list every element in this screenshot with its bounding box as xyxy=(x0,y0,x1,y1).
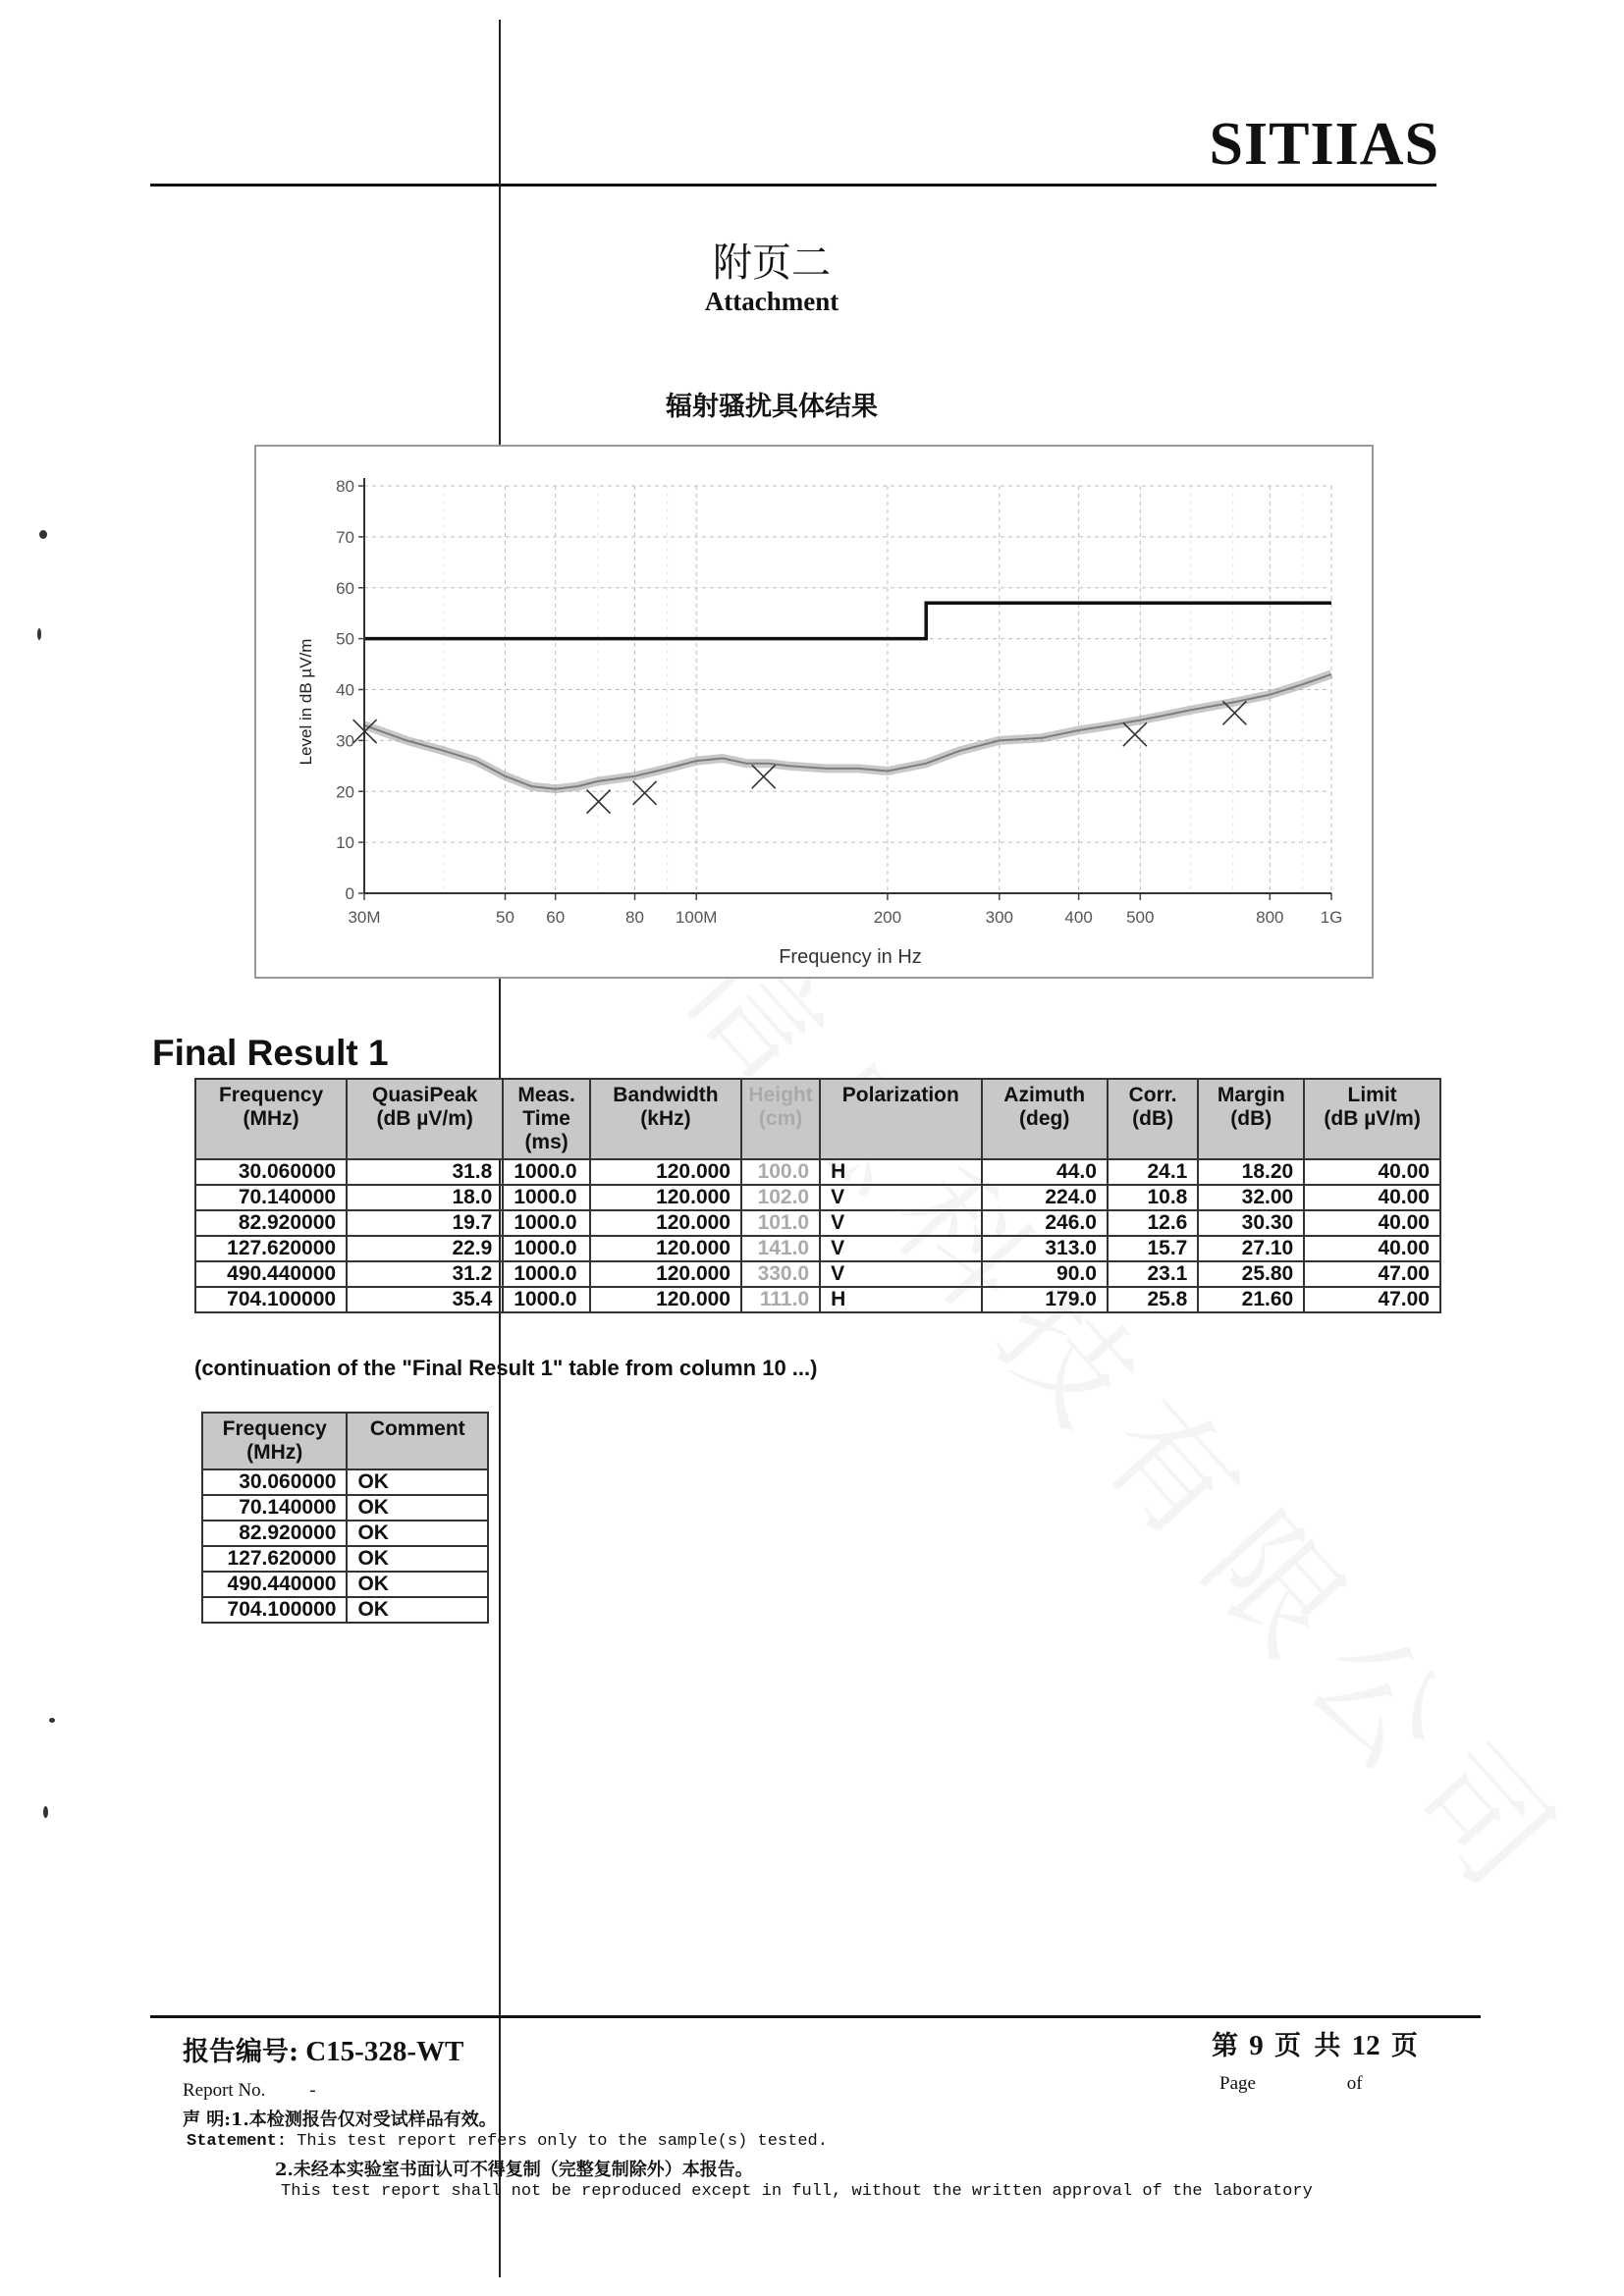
table-cell: 40.00 xyxy=(1304,1236,1440,1261)
table-cell: 102.0 xyxy=(741,1185,820,1210)
table-cell: 19.7 xyxy=(347,1210,503,1236)
marker-layer xyxy=(353,701,1247,813)
x-tick-label: 200 xyxy=(873,908,902,927)
column-header-line: (cm) xyxy=(758,1107,803,1130)
table-cell: 31.2 xyxy=(347,1261,503,1287)
table-row xyxy=(202,1572,488,1597)
statement-label-cn: 声 明: xyxy=(183,2109,231,2130)
table-cell: 100.0 xyxy=(741,1159,820,1185)
y-tick-label: 60 xyxy=(336,578,354,598)
column-header xyxy=(202,1413,347,1469)
measurement-trace-band xyxy=(364,674,1331,789)
column-header-line: (deg) xyxy=(1019,1107,1070,1130)
table-cell: H xyxy=(820,1159,981,1185)
table-cell: 47.00 xyxy=(1304,1261,1440,1287)
scan-speck xyxy=(39,530,47,539)
final-result-marker xyxy=(752,765,776,788)
table-cell: 490.440000 xyxy=(202,1572,347,1597)
table-row xyxy=(202,1597,488,1623)
statement-1-cn-text: 1.本检测报告仅对受试样品有效。 xyxy=(230,2109,497,2130)
continuation-note: (continuation of the "Final Result 1" table from column 10 ...) xyxy=(194,1356,818,1380)
table-cell: 40.00 xyxy=(1304,1185,1440,1210)
column-header-line: Frequency xyxy=(218,1084,324,1106)
table-cell: 40.00 xyxy=(1304,1159,1440,1185)
column-header-line: Margin xyxy=(1217,1084,1285,1106)
table-cell: 25.8 xyxy=(1108,1287,1198,1312)
column-header-line: Corr. xyxy=(1128,1084,1177,1106)
attachment-title-en: Attachment xyxy=(704,287,839,316)
footer-rule xyxy=(150,2015,1481,2018)
company-logo: SITIIAS xyxy=(1209,111,1439,178)
table-row xyxy=(195,1287,1440,1312)
table-row xyxy=(195,1159,1440,1185)
table-cell: 70.140000 xyxy=(202,1495,347,1521)
table-row xyxy=(195,1261,1440,1287)
table-cell: 35.4 xyxy=(347,1287,503,1312)
table-cell: 40.00 xyxy=(1304,1210,1440,1236)
y-tick-label: 30 xyxy=(336,731,354,751)
page-en-text: Page xyxy=(1219,2073,1256,2094)
column-header-line: Comment xyxy=(369,1417,465,1440)
table-cell: 70.140000 xyxy=(195,1185,347,1210)
table-cell: 120.000 xyxy=(590,1287,741,1312)
x-tick-label: 500 xyxy=(1126,908,1155,927)
y-tick-label: 50 xyxy=(336,629,354,649)
table-cell: 101.0 xyxy=(741,1210,820,1236)
column-header-line: Azimuth xyxy=(1003,1084,1086,1106)
emission-chart xyxy=(254,445,1374,979)
table-row xyxy=(195,1185,1440,1210)
page-cn-suffix: 页 xyxy=(1390,2031,1418,2061)
column-header-line: (MHz) xyxy=(243,1107,299,1130)
report-no-en-text: Report No. xyxy=(183,2080,266,2101)
table-cell: 1000.0 xyxy=(503,1159,590,1185)
column-header xyxy=(820,1079,981,1159)
column-header-line: (dB) xyxy=(1132,1107,1174,1130)
table-cell: 1000.0 xyxy=(503,1236,590,1261)
y-tick-label: 40 xyxy=(336,680,354,700)
scan-speck xyxy=(43,1806,48,1818)
table-cell: 704.100000 xyxy=(202,1597,347,1623)
table-cell: 10.8 xyxy=(1108,1185,1198,1210)
table-cell: OK xyxy=(347,1521,488,1546)
x-tick-label: 800 xyxy=(1256,908,1284,927)
table-cell: V xyxy=(820,1210,981,1236)
column-header-line: (ms) xyxy=(524,1131,568,1153)
comment-header-row xyxy=(202,1413,488,1469)
trace-layer xyxy=(364,674,1331,789)
table-cell: 120.000 xyxy=(590,1210,741,1236)
comment-table xyxy=(201,1412,489,1624)
final-result-table xyxy=(194,1078,1441,1313)
table-cell: 27.10 xyxy=(1198,1236,1304,1261)
final-result-header-row xyxy=(195,1079,1440,1159)
page-total: 12 xyxy=(1351,2030,1380,2061)
report-number-label-en xyxy=(183,2080,316,2102)
column-header xyxy=(347,1413,488,1469)
table-cell: 23.1 xyxy=(1108,1261,1198,1287)
page-cn-mid: 页 共 xyxy=(1274,2031,1341,2061)
table-cell: OK xyxy=(347,1572,488,1597)
table-cell: 1000.0 xyxy=(503,1210,590,1236)
final-result-marker xyxy=(587,790,611,814)
table-cell: V xyxy=(820,1261,981,1287)
y-tick-label: 80 xyxy=(336,477,354,496)
table-cell: 141.0 xyxy=(741,1236,820,1261)
column-header-line: Meas. xyxy=(517,1084,575,1106)
statement-label-en: Statement: xyxy=(187,2132,288,2151)
page-label-en xyxy=(1219,2073,1363,2095)
table-cell: 179.0 xyxy=(982,1287,1108,1312)
table-cell: 25.80 xyxy=(1198,1261,1304,1287)
column-header xyxy=(503,1079,590,1159)
table-cell: 30.060000 xyxy=(202,1469,347,1495)
final-result-title: Final Result 1 xyxy=(152,1033,389,1073)
table-cell: 120.000 xyxy=(590,1185,741,1210)
table-cell: 22.9 xyxy=(347,1236,503,1261)
report-number-value: C15-328-WT xyxy=(305,2036,464,2067)
chart-grid xyxy=(364,486,1331,893)
y-axis-label: Level in dB µV/m xyxy=(297,638,315,766)
table-cell: 30.30 xyxy=(1198,1210,1304,1236)
page-indicator xyxy=(1212,2024,1418,2062)
x-tick-label: 80 xyxy=(625,908,644,927)
table-cell: V xyxy=(820,1185,981,1210)
table-cell: 90.0 xyxy=(982,1261,1108,1287)
x-tick-label: 100M xyxy=(675,908,718,927)
chart-caption: 辐射骚扰具体结果 xyxy=(666,392,878,422)
table-cell: OK xyxy=(347,1495,488,1521)
table-cell: 490.440000 xyxy=(195,1261,347,1287)
statement-1-cn xyxy=(183,2106,497,2131)
table-cell: 224.0 xyxy=(982,1185,1108,1210)
table-cell: V xyxy=(820,1236,981,1261)
table-cell: 82.920000 xyxy=(202,1521,347,1546)
attachment-title-cn: 附页二 xyxy=(713,240,831,286)
column-header-line: QuasiPeak xyxy=(372,1084,478,1106)
table-cell: 18.20 xyxy=(1198,1159,1304,1185)
table-cell: 47.00 xyxy=(1304,1287,1440,1312)
table-cell: 32.00 xyxy=(1198,1185,1304,1210)
table-cell: 111.0 xyxy=(741,1287,820,1312)
final-result-marker xyxy=(1123,722,1147,746)
header-rule xyxy=(150,184,1436,187)
table-cell: OK xyxy=(347,1597,488,1623)
table-cell: 313.0 xyxy=(982,1236,1108,1261)
table-row xyxy=(202,1469,488,1495)
table-cell: 704.100000 xyxy=(195,1287,347,1312)
table-cell: OK xyxy=(347,1546,488,1572)
statement-1-en xyxy=(187,2132,828,2151)
x-axis-label: Frequency in Hz xyxy=(779,946,922,968)
chart-axes xyxy=(336,477,1342,927)
table-cell: 21.60 xyxy=(1198,1287,1304,1312)
table-row xyxy=(195,1210,1440,1236)
column-header xyxy=(347,1079,503,1159)
table-cell: 31.8 xyxy=(347,1159,503,1185)
column-header-line: (kHz) xyxy=(640,1107,691,1130)
final-result-marker xyxy=(633,781,657,805)
column-header-line: Frequency xyxy=(222,1417,327,1440)
table-cell: 44.0 xyxy=(982,1159,1108,1185)
table-row xyxy=(202,1495,488,1521)
statement-2-en: This test report shall not be reproduced except in full, without the written approval of the laboratory xyxy=(281,2182,1313,2201)
table-cell: 120.000 xyxy=(590,1236,741,1261)
column-header xyxy=(741,1079,820,1159)
column-header-line: Polarization xyxy=(841,1084,959,1106)
scan-speck xyxy=(37,628,41,640)
table-cell: 127.620000 xyxy=(195,1236,347,1261)
x-tick-label: 300 xyxy=(985,908,1013,927)
limit-line xyxy=(364,603,1331,638)
table-cell: 246.0 xyxy=(982,1210,1108,1236)
table-cell: 120.000 xyxy=(590,1261,741,1287)
limit-line-layer xyxy=(364,603,1331,638)
x-tick-label: 50 xyxy=(496,908,514,927)
report-no-dash: - xyxy=(309,2080,316,2101)
column-header xyxy=(1304,1079,1440,1159)
table-cell: 1000.0 xyxy=(503,1261,590,1287)
table-cell: 82.920000 xyxy=(195,1210,347,1236)
x-tick-label: 60 xyxy=(546,908,566,927)
column-header xyxy=(1198,1079,1304,1159)
table-cell: 120.000 xyxy=(590,1159,741,1185)
column-header-line: (dB µV/m) xyxy=(376,1107,473,1130)
column-header-line: Time xyxy=(522,1107,570,1130)
y-tick-label: 0 xyxy=(345,884,354,903)
x-tick-label: 1G xyxy=(1320,908,1343,927)
column-header-line: (MHz) xyxy=(246,1441,303,1464)
table-cell: OK xyxy=(347,1469,488,1495)
table-cell: 30.060000 xyxy=(195,1159,347,1185)
column-header-line: (dB µV/m) xyxy=(1324,1107,1421,1130)
table-row xyxy=(202,1521,488,1546)
table-cell: 330.0 xyxy=(741,1261,820,1287)
column-header-line: Height xyxy=(748,1084,813,1106)
y-tick-label: 70 xyxy=(336,527,354,547)
column-header-line: Limit xyxy=(1347,1084,1397,1106)
of-en-text: of xyxy=(1346,2073,1363,2094)
scan-speck xyxy=(49,1718,55,1723)
y-tick-label: 10 xyxy=(336,833,354,853)
page-number: 9 xyxy=(1249,2030,1264,2061)
table-cell: 127.620000 xyxy=(202,1546,347,1572)
emission-chart-svg xyxy=(256,447,1372,977)
column-header xyxy=(982,1079,1108,1159)
table-cell: 1000.0 xyxy=(503,1185,590,1210)
x-tick-label: 30M xyxy=(348,908,381,927)
table-cell: 24.1 xyxy=(1108,1159,1198,1185)
column-header xyxy=(195,1079,347,1159)
column-header-line: (dB) xyxy=(1230,1107,1272,1130)
column-header xyxy=(590,1079,741,1159)
table-row xyxy=(202,1546,488,1572)
y-tick-label: 20 xyxy=(336,782,354,802)
statement-1-en-text: This test report refers only to the sample(s) tested. xyxy=(297,2132,828,2151)
table-cell: 12.6 xyxy=(1108,1210,1198,1236)
table-cell: 15.7 xyxy=(1108,1236,1198,1261)
column-header xyxy=(1108,1079,1198,1159)
table-row xyxy=(195,1236,1440,1261)
table-cell: 18.0 xyxy=(347,1185,503,1210)
report-number xyxy=(183,2030,463,2068)
table-cell: H xyxy=(820,1287,981,1312)
column-header-line: Bandwidth xyxy=(613,1084,719,1106)
statement-2-cn: 2.未经本实验室书面认可不得复制（完整复制除外）本报告。 xyxy=(275,2160,753,2180)
report-number-label-cn: 报告编号: xyxy=(183,2037,298,2067)
page-cn-prefix: 第 xyxy=(1212,2031,1238,2061)
x-tick-label: 400 xyxy=(1064,908,1093,927)
table-cell: 1000.0 xyxy=(503,1287,590,1312)
